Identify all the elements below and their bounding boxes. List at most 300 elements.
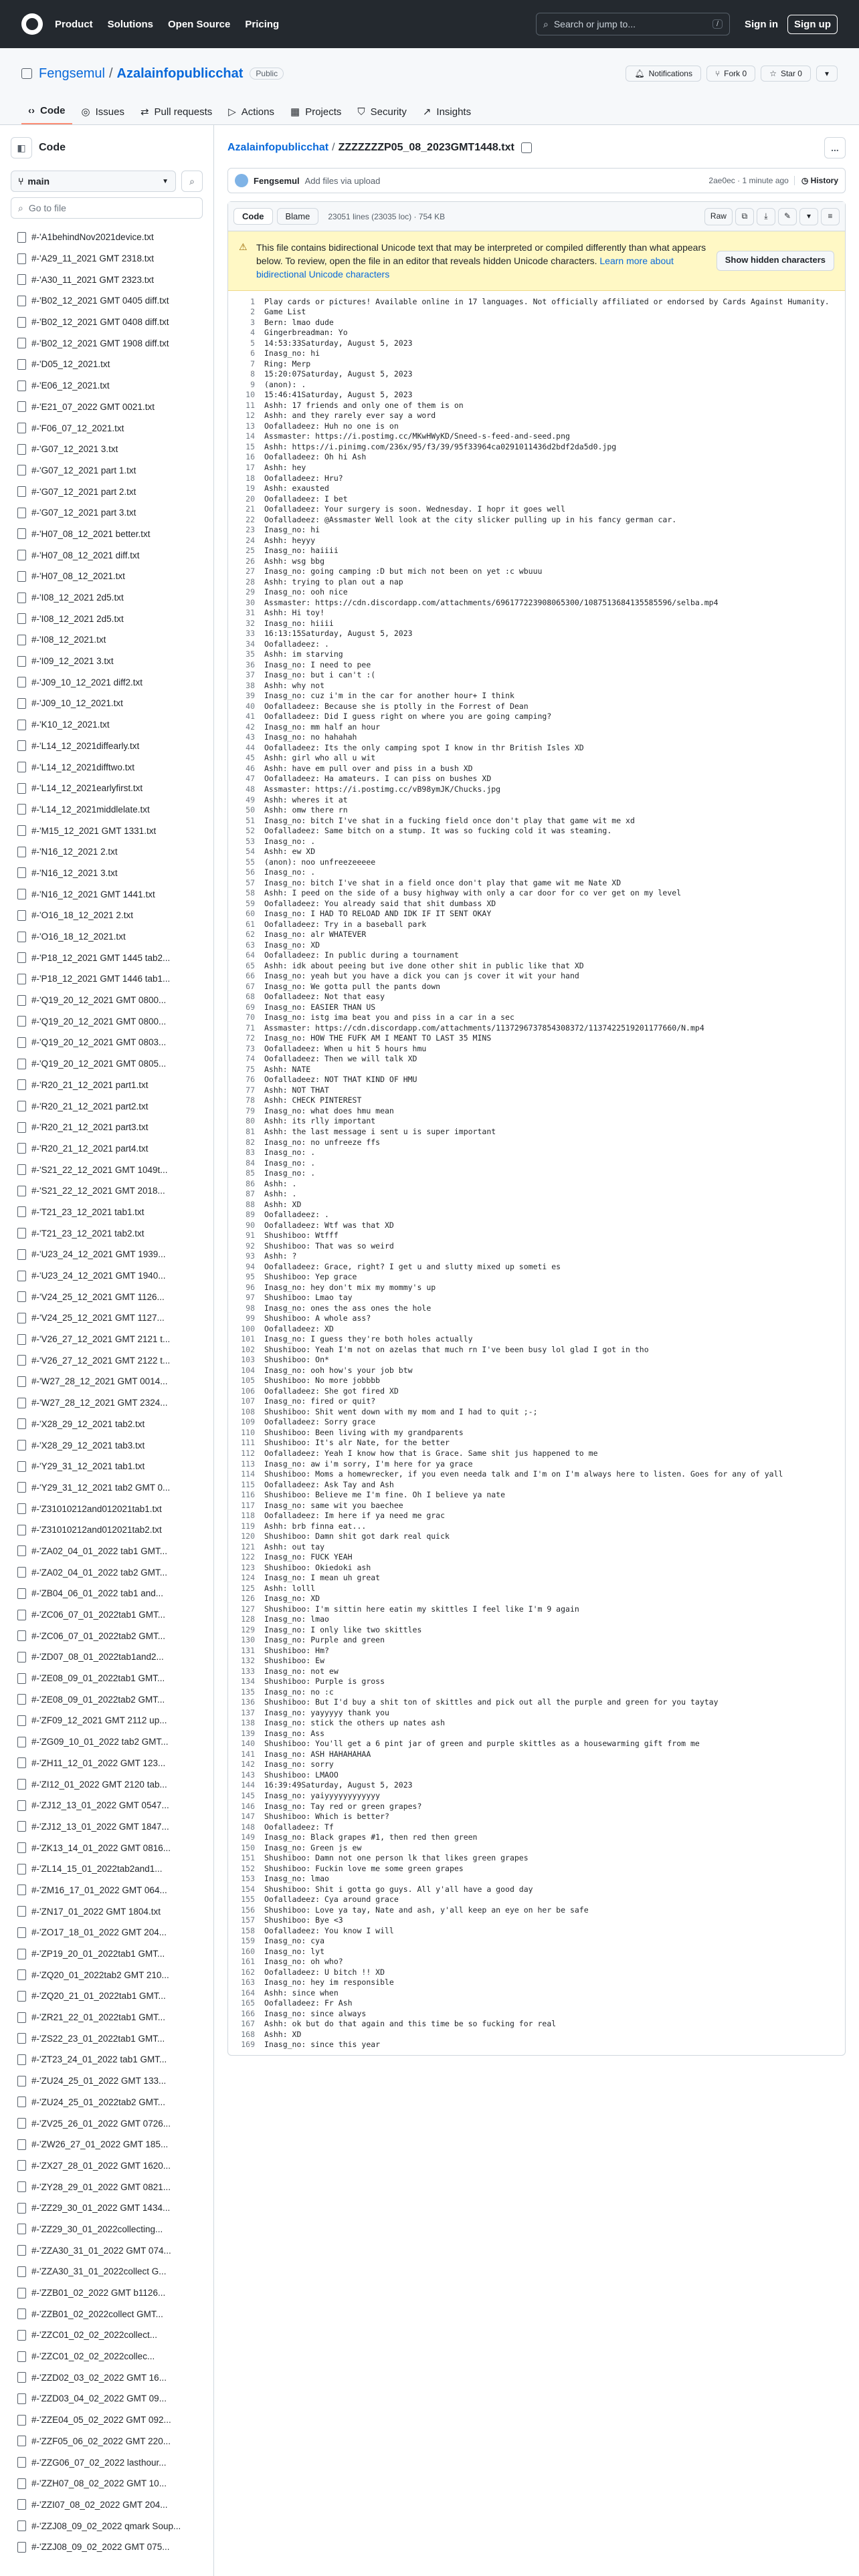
line-number[interactable]: 108 <box>241 1406 255 1416</box>
line-number[interactable]: 66 <box>246 971 255 981</box>
line-number[interactable]: 22 <box>246 514 255 524</box>
line-number[interactable]: 106 <box>241 1386 255 1396</box>
file-tree-item[interactable] <box>11 1710 203 1731</box>
file-tree-item[interactable] <box>11 2282 203 2304</box>
line-number[interactable]: 120 <box>241 1531 255 1541</box>
file-tree-item[interactable] <box>11 2494 203 2516</box>
file-tree-item[interactable] <box>11 1816 203 1838</box>
line-number[interactable]: 156 <box>241 1905 255 1915</box>
line-number[interactable]: 109 <box>241 1417 255 1427</box>
line-number[interactable]: 26 <box>246 556 255 566</box>
file-tree-item[interactable] <box>11 1138 203 1160</box>
line-number[interactable]: 155 <box>241 1895 255 1905</box>
file-tree-item[interactable] <box>11 1477 203 1499</box>
line-number[interactable]: 63 <box>246 940 255 950</box>
line-number[interactable]: 148 <box>241 1822 255 1832</box>
line-number[interactable]: 78 <box>246 1095 255 1105</box>
file-tree-item[interactable] <box>11 1244 203 1265</box>
line-number[interactable]: 91 <box>246 1230 255 1241</box>
file-tree-item[interactable] <box>11 1414 203 1435</box>
line-number[interactable]: 5 <box>250 338 255 348</box>
commit-sha-time[interactable]: 2ae0ec · 1 minute ago <box>708 176 789 185</box>
file-tree-item[interactable] <box>11 2409 203 2431</box>
line-number[interactable]: 21 <box>246 504 255 514</box>
file-tree-item[interactable] <box>11 375 203 397</box>
line-number[interactable]: 88 <box>246 1199 255 1209</box>
file-tree-item[interactable] <box>11 1265 203 1287</box>
file-tree-item[interactable] <box>11 883 203 905</box>
file-tree-item[interactable] <box>11 524 203 545</box>
file-tree-item[interactable] <box>11 799 203 821</box>
line-number[interactable]: 147 <box>241 1812 255 1822</box>
line-number[interactable]: 124 <box>241 1573 255 1583</box>
file-tree-item[interactable] <box>11 2092 203 2113</box>
line-number[interactable]: 79 <box>246 1105 255 1115</box>
tab-pull-requests[interactable]: ⇄ Pull requests <box>140 106 213 118</box>
file-tree-item[interactable] <box>11 502 203 524</box>
line-number[interactable]: 9 <box>250 379 255 389</box>
file-tree-item[interactable] <box>11 1392 203 1414</box>
file-tree-item[interactable] <box>11 587 203 609</box>
file-tree-item[interactable] <box>11 968 203 990</box>
line-number[interactable]: 142 <box>241 1759 255 1769</box>
file-tree-item[interactable] <box>11 1222 203 1244</box>
file-tree-item[interactable] <box>11 332 203 354</box>
file-tree-item[interactable] <box>11 1731 203 1753</box>
line-number[interactable]: 95 <box>246 1272 255 1282</box>
file-tree-item[interactable] <box>11 2049 203 2070</box>
history-button[interactable]: ◷ History <box>794 176 838 185</box>
line-number[interactable]: 115 <box>241 1479 255 1489</box>
edit-dropdown-icon[interactable]: ▾ <box>799 208 818 225</box>
line-number[interactable]: 34 <box>246 639 255 649</box>
file-tree-item[interactable] <box>11 2219 203 2240</box>
file-tree-item[interactable] <box>11 1180 203 1202</box>
file-tree-item[interactable] <box>11 1753 203 1774</box>
line-number[interactable]: 16 <box>246 452 255 462</box>
line-number[interactable]: 6 <box>250 348 255 358</box>
line-number[interactable]: 150 <box>241 1842 255 1852</box>
file-tree-item[interactable] <box>11 460 203 481</box>
line-number[interactable]: 93 <box>246 1251 255 1261</box>
file-tree-item[interactable] <box>11 1371 203 1392</box>
file-tree-item[interactable] <box>11 2240 203 2261</box>
line-number[interactable]: 29 <box>246 587 255 597</box>
line-number[interactable]: 38 <box>246 680 255 690</box>
search-input[interactable]: ⌕ Search or jump to... / <box>536 13 730 35</box>
tab-insights[interactable]: ↗ Insights <box>422 106 472 118</box>
line-number[interactable]: 18 <box>246 473 255 483</box>
line-number[interactable]: 158 <box>241 1925 255 1935</box>
copy-path-icon[interactable] <box>521 142 532 153</box>
file-tree-item[interactable] <box>11 2431 203 2452</box>
line-number[interactable]: 105 <box>241 1376 255 1386</box>
file-tree-item[interactable] <box>11 1053 203 1075</box>
line-number[interactable]: 77 <box>246 1085 255 1095</box>
file-tree-item[interactable] <box>11 736 203 757</box>
file-tree-item[interactable] <box>11 354 203 375</box>
nav-pricing[interactable]: Pricing <box>245 18 280 30</box>
line-number[interactable]: 53 <box>246 836 255 846</box>
line-number[interactable]: 25 <box>246 546 255 556</box>
line-number[interactable]: 144 <box>241 1780 255 1790</box>
line-number[interactable]: 54 <box>246 847 255 857</box>
file-tree-item[interactable] <box>11 671 203 693</box>
file-tree-item[interactable] <box>11 1202 203 1223</box>
line-number[interactable]: 82 <box>246 1137 255 1147</box>
line-number[interactable]: 114 <box>241 1469 255 1479</box>
line-number[interactable]: 133 <box>241 1666 255 1676</box>
line-number[interactable]: 32 <box>246 618 255 628</box>
line-number[interactable]: 8 <box>250 369 255 379</box>
file-tree-item[interactable] <box>11 651 203 672</box>
copy-raw-icon[interactable]: ⧉ <box>735 208 754 225</box>
file-tree-item[interactable] <box>11 1625 203 1646</box>
line-number[interactable]: 89 <box>246 1210 255 1220</box>
line-number[interactable]: 104 <box>241 1365 255 1375</box>
line-number[interactable]: 165 <box>241 1998 255 2008</box>
line-number[interactable]: 65 <box>246 960 255 970</box>
line-number[interactable]: 152 <box>241 1863 255 1873</box>
file-tree-item[interactable] <box>11 290 203 312</box>
line-number[interactable]: 157 <box>241 1915 255 1925</box>
line-number[interactable]: 87 <box>246 1189 255 1199</box>
line-number[interactable]: 164 <box>241 1988 255 1998</box>
repo-name-link[interactable]: Azalainfopublicchat <box>116 66 244 81</box>
blame-view-button[interactable]: Blame <box>277 208 319 225</box>
line-number[interactable]: 14 <box>246 431 255 441</box>
file-tree-item[interactable] <box>11 756 203 778</box>
line-number[interactable]: 12 <box>246 411 255 421</box>
file-tree-item[interactable] <box>11 820 203 841</box>
file-tree-item[interactable] <box>11 1837 203 1858</box>
file-tree-item[interactable] <box>11 1922 203 1943</box>
file-tree-item[interactable] <box>11 2155 203 2177</box>
file-tree-item[interactable] <box>11 905 203 926</box>
line-number[interactable]: 30 <box>246 597 255 607</box>
line-number[interactable]: 123 <box>241 1562 255 1572</box>
line-number[interactable]: 138 <box>241 1718 255 1728</box>
line-number[interactable]: 162 <box>241 1967 255 1977</box>
tab-actions[interactable]: ▷ Actions <box>228 106 274 118</box>
file-tree-item[interactable] <box>11 1943 203 1965</box>
line-number[interactable]: 169 <box>241 2040 255 2050</box>
line-number[interactable]: 112 <box>241 1448 255 1458</box>
line-number[interactable]: 28 <box>246 576 255 586</box>
line-number[interactable]: 139 <box>241 1728 255 1738</box>
tab-issues[interactable]: ◎ Issues <box>81 106 124 118</box>
line-number[interactable]: 99 <box>246 1313 255 1323</box>
line-number[interactable]: 67 <box>246 981 255 991</box>
sign-in-link[interactable]: Sign in <box>745 18 778 30</box>
line-number[interactable]: 76 <box>246 1075 255 1085</box>
line-number[interactable]: 153 <box>241 1874 255 1884</box>
file-tree-item[interactable] <box>11 2028 203 2049</box>
line-number[interactable]: 43 <box>246 732 255 742</box>
line-number[interactable]: 11 <box>246 400 255 410</box>
file-tree-item[interactable] <box>11 1901 203 1922</box>
tab-security[interactable]: ⛉ Security <box>357 106 407 118</box>
line-number[interactable]: 23 <box>246 525 255 535</box>
file-tree-item[interactable] <box>11 1350 203 1371</box>
line-number[interactable]: 137 <box>241 1707 255 1717</box>
line-number[interactable]: 61 <box>246 919 255 929</box>
line-number[interactable]: 135 <box>241 1687 255 1697</box>
line-number[interactable]: 15 <box>246 441 255 451</box>
file-tree-item[interactable] <box>11 2515 203 2537</box>
file-tree-item[interactable] <box>11 1774 203 1795</box>
line-number[interactable]: 7 <box>250 358 255 368</box>
star-dropdown-button[interactable] <box>816 66 838 82</box>
line-number[interactable]: 101 <box>241 1334 255 1344</box>
line-number[interactable]: 118 <box>241 1511 255 1521</box>
file-tree-item[interactable] <box>11 2007 203 2028</box>
line-number[interactable]: 57 <box>246 877 255 887</box>
line-number[interactable]: 121 <box>241 1541 255 1551</box>
nav-product[interactable]: Product <box>55 18 93 30</box>
line-number[interactable]: 69 <box>246 1002 255 1012</box>
file-tree-item[interactable] <box>11 269 203 290</box>
file-tree-item[interactable] <box>11 312 203 333</box>
line-number[interactable]: 126 <box>241 1594 255 1604</box>
commit-message[interactable]: Add files via upload <box>304 175 381 186</box>
line-number[interactable]: 146 <box>241 1801 255 1811</box>
line-number[interactable]: 159 <box>241 1936 255 1946</box>
line-number[interactable]: 70 <box>246 1012 255 1023</box>
line-number[interactable]: 86 <box>246 1178 255 1188</box>
file-tree-item[interactable] <box>11 481 203 502</box>
line-number[interactable]: 100 <box>241 1323 255 1333</box>
file-tree-item[interactable] <box>11 926 203 948</box>
line-number[interactable]: 166 <box>241 2008 255 2018</box>
line-number[interactable]: 68 <box>246 992 255 1002</box>
line-number[interactable]: 132 <box>241 1656 255 1666</box>
line-number[interactable]: 128 <box>241 1614 255 1624</box>
line-number[interactable]: 103 <box>241 1355 255 1365</box>
file-tree-item[interactable] <box>11 544 203 566</box>
file-tree-item[interactable] <box>11 841 203 863</box>
line-number[interactable]: 81 <box>246 1127 255 1136</box>
line-number[interactable]: 58 <box>246 888 255 898</box>
line-number[interactable]: 41 <box>246 712 255 722</box>
file-tree-item[interactable] <box>11 1456 203 1477</box>
breadcrumb-repo-link[interactable]: Azalainfopublicchat <box>227 142 329 153</box>
file-tree-item[interactable] <box>11 2537 203 2558</box>
file-tree-item[interactable] <box>11 2388 203 2409</box>
download-icon[interactable]: ⤓ <box>757 208 775 225</box>
line-number[interactable]: 72 <box>246 1033 255 1043</box>
line-number[interactable]: 117 <box>241 1500 255 1510</box>
line-number[interactable]: 149 <box>241 1832 255 1842</box>
file-tree-item[interactable] <box>11 2134 203 2155</box>
file-tree-item[interactable] <box>11 1604 203 1626</box>
line-number[interactable]: 1 <box>250 296 255 306</box>
collapse-sidebar-button[interactable] <box>11 137 32 158</box>
file-tree-item[interactable] <box>11 1583 203 1604</box>
notifications-button[interactable]: 🔔︎ Notifications <box>626 66 701 82</box>
go-to-file-input[interactable]: ⌕ Go to file <box>11 197 203 219</box>
more-options-button[interactable]: ... <box>824 137 846 158</box>
line-number[interactable]: 140 <box>241 1739 255 1749</box>
line-number[interactable]: 20 <box>246 494 255 504</box>
line-number[interactable]: 64 <box>246 950 255 960</box>
line-number[interactable]: 33 <box>246 629 255 639</box>
nav-open-source[interactable]: Open Source <box>168 18 231 30</box>
line-number[interactable]: 51 <box>246 815 255 825</box>
show-hidden-characters-button[interactable]: Show hidden characters <box>717 251 834 271</box>
line-number[interactable]: 113 <box>241 1459 255 1469</box>
line-number[interactable]: 167 <box>241 2019 255 2029</box>
file-tree-item[interactable] <box>11 1095 203 1117</box>
line-number[interactable]: 97 <box>246 1293 255 1303</box>
file-tree-item[interactable] <box>11 1117 203 1138</box>
line-number[interactable]: 136 <box>241 1697 255 1707</box>
file-tree-item[interactable] <box>11 248 203 270</box>
file-tree-item[interactable] <box>11 1646 203 1668</box>
file-tree-item[interactable] <box>11 1307 203 1329</box>
file-tree-item[interactable] <box>11 1159 203 1180</box>
file-tree-item[interactable] <box>11 990 203 1011</box>
line-number[interactable]: 130 <box>241 1635 255 1645</box>
file-tree-item[interactable] <box>11 1286 203 1307</box>
github-logo-icon[interactable] <box>21 13 43 35</box>
file-tree-item[interactable] <box>11 1329 203 1350</box>
file-tree-item[interactable] <box>11 1498 203 1519</box>
file-tree-item[interactable] <box>11 2070 203 2092</box>
line-number[interactable]: 52 <box>246 826 255 836</box>
line-number[interactable]: 44 <box>246 742 255 752</box>
line-number[interactable]: 73 <box>246 1043 255 1053</box>
branch-selector[interactable]: ⑂ main ▼ <box>11 171 176 192</box>
file-tree-item[interactable] <box>11 693 203 714</box>
line-number[interactable]: 129 <box>241 1624 255 1634</box>
line-number[interactable]: 49 <box>246 794 255 804</box>
file-tree-item[interactable] <box>11 2197 203 2219</box>
line-number[interactable]: 125 <box>241 1583 255 1593</box>
tab-projects[interactable]: ▦ Projects <box>290 106 342 118</box>
file-tree-item[interactable] <box>11 566 203 587</box>
line-number[interactable]: 19 <box>246 484 255 494</box>
raw-button[interactable]: Raw <box>704 208 733 225</box>
file-tree-item[interactable] <box>11 1032 203 1053</box>
line-number[interactable]: 31 <box>246 608 255 618</box>
line-number[interactable]: 62 <box>246 930 255 940</box>
learn-more-link[interactable]: Learn more about bidirectional Unicode characters <box>256 255 674 280</box>
line-number[interactable]: 2 <box>250 307 255 317</box>
line-number[interactable]: 134 <box>241 1677 255 1687</box>
file-tree-item[interactable] <box>11 417 203 439</box>
file-tree-item[interactable] <box>11 2367 203 2388</box>
file-tree-item[interactable] <box>11 2261 203 2282</box>
line-number[interactable]: 131 <box>241 1645 255 1655</box>
line-number[interactable]: 13 <box>246 421 255 431</box>
line-number[interactable]: 98 <box>246 1303 255 1313</box>
line-number[interactable]: 48 <box>246 784 255 794</box>
file-tree-item[interactable] <box>11 1010 203 1032</box>
star-button[interactable]: ☆ Star 0 <box>761 66 811 82</box>
line-number[interactable]: 3 <box>250 317 255 327</box>
file-tree-item[interactable] <box>11 629 203 651</box>
line-number[interactable]: 59 <box>246 898 255 908</box>
line-number[interactable]: 154 <box>241 1884 255 1894</box>
file-tree-item[interactable] <box>11 2473 203 2494</box>
tab-code[interactable]: ‹› Code <box>21 105 72 124</box>
search-files-button[interactable] <box>181 171 203 192</box>
edit-pencil-icon[interactable]: ✎ <box>778 208 797 225</box>
line-number[interactable]: 45 <box>246 753 255 763</box>
line-number[interactable]: 83 <box>246 1148 255 1158</box>
line-number[interactable]: 75 <box>246 1064 255 1074</box>
file-tree-item[interactable] <box>11 1519 203 1541</box>
file-tree-item[interactable] <box>11 1689 203 1710</box>
line-number[interactable]: 37 <box>246 670 255 680</box>
line-number[interactable]: 56 <box>246 867 255 877</box>
file-tree-item[interactable] <box>11 439 203 460</box>
commit-author[interactable]: Fengsemul <box>254 175 300 186</box>
line-number[interactable]: 60 <box>246 909 255 919</box>
file-tree-item[interactable] <box>11 2176 203 2197</box>
line-number[interactable]: 85 <box>246 1168 255 1178</box>
file-tree-item[interactable] <box>11 778 203 799</box>
line-number[interactable]: 17 <box>246 463 255 472</box>
line-number[interactable]: 39 <box>246 691 255 701</box>
line-number[interactable]: 71 <box>246 1023 255 1033</box>
file-tree-item[interactable] <box>11 397 203 418</box>
nav-solutions[interactable]: Solutions <box>107 18 153 30</box>
line-number[interactable]: 122 <box>241 1552 255 1562</box>
repo-owner-link[interactable]: Fengsemul <box>39 66 105 81</box>
line-number[interactable]: 92 <box>246 1241 255 1251</box>
line-number[interactable]: 42 <box>246 722 255 732</box>
file-tree-item[interactable] <box>11 2346 203 2367</box>
fork-button[interactable]: ⑂ Fork 0 <box>706 66 755 82</box>
line-number[interactable]: 151 <box>241 1853 255 1863</box>
file-tree-item[interactable] <box>11 2303 203 2325</box>
line-number[interactable]: 163 <box>241 1977 255 1988</box>
file-tree-item[interactable] <box>11 227 203 248</box>
file-tree-item[interactable] <box>11 1434 203 1456</box>
line-number[interactable]: 90 <box>246 1220 255 1230</box>
line-number[interactable]: 10 <box>246 390 255 400</box>
line-number[interactable]: 40 <box>246 701 255 711</box>
line-number[interactable]: 24 <box>246 535 255 545</box>
line-number[interactable]: 80 <box>246 1116 255 1126</box>
line-number[interactable]: 102 <box>241 1344 255 1354</box>
line-number[interactable]: 4 <box>250 328 255 338</box>
line-number[interactable]: 55 <box>246 857 255 867</box>
line-number[interactable]: 110 <box>241 1427 255 1437</box>
line-number[interactable]: 111 <box>241 1438 255 1448</box>
line-number[interactable]: 47 <box>246 774 255 784</box>
line-number[interactable]: 160 <box>241 1946 255 1956</box>
line-number[interactable]: 116 <box>241 1490 255 1500</box>
line-number[interactable]: 94 <box>246 1261 255 1271</box>
file-tree-item[interactable] <box>11 1541 203 1562</box>
file-tree-item[interactable] <box>11 1562 203 1583</box>
sign-up-button[interactable]: Sign up <box>787 15 838 34</box>
line-number[interactable]: 168 <box>241 2029 255 2039</box>
file-tree-item[interactable] <box>11 608 203 629</box>
line-number[interactable]: 141 <box>241 1749 255 1759</box>
line-number[interactable]: 46 <box>246 763 255 773</box>
line-number[interactable]: 35 <box>246 649 255 659</box>
line-number[interactable]: 145 <box>241 1791 255 1800</box>
file-tree-item[interactable] <box>11 1985 203 2007</box>
file-tree-item[interactable] <box>11 714 203 736</box>
line-number[interactable]: 161 <box>241 1957 255 1967</box>
avatar[interactable] <box>235 174 248 187</box>
line-number[interactable]: 143 <box>241 1769 255 1780</box>
